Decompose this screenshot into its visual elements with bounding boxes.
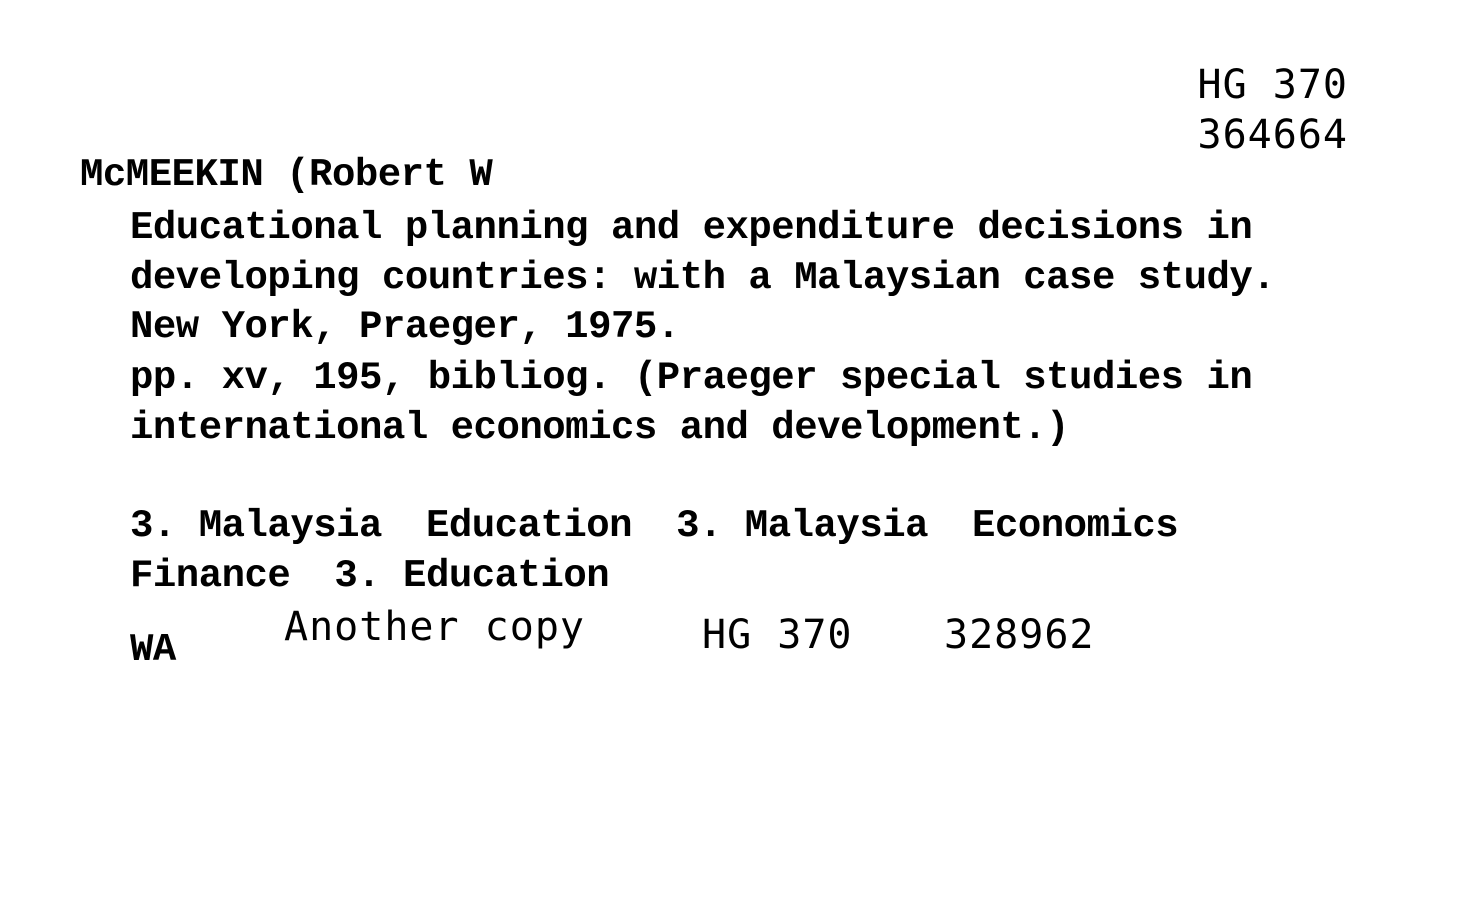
imprint-line: New York, Praeger, 1975. — [130, 305, 680, 349]
subject-term: Economics — [972, 504, 1179, 548]
subject-term: Finance — [130, 554, 291, 598]
collation-line-2: international economics and development.) — [130, 406, 1070, 450]
collation-line-1: pp. xv, 195, bibliog. (Praeger special studies in — [130, 356, 1253, 400]
subjects-line-2 — [130, 551, 609, 601]
subject-term: 3. Education — [334, 554, 610, 598]
subject-term: 3. Malaysia — [130, 504, 382, 548]
holding-call-number: HG 370 — [702, 612, 853, 658]
title-line-1: Educational planning and expenditure decisions in — [130, 206, 1253, 250]
holding-note: Another copy — [284, 604, 585, 650]
subject-term: Education — [425, 504, 633, 548]
call-number-classification: HG 370 — [1197, 62, 1348, 108]
subjects-line-1 — [130, 501, 1178, 551]
holding-accession: 328962 — [944, 612, 1095, 658]
subject-term: 3. Malaysia — [676, 504, 929, 548]
call-number-block — [1198, 60, 1349, 160]
author-heading: McMEEKIN (Robert W — [80, 153, 493, 197]
holding-location: WA — [130, 628, 176, 672]
call-number-accession: 364664 — [1197, 112, 1348, 158]
title-line-2: developing countries: with a Malaysian case study. — [130, 256, 1276, 300]
